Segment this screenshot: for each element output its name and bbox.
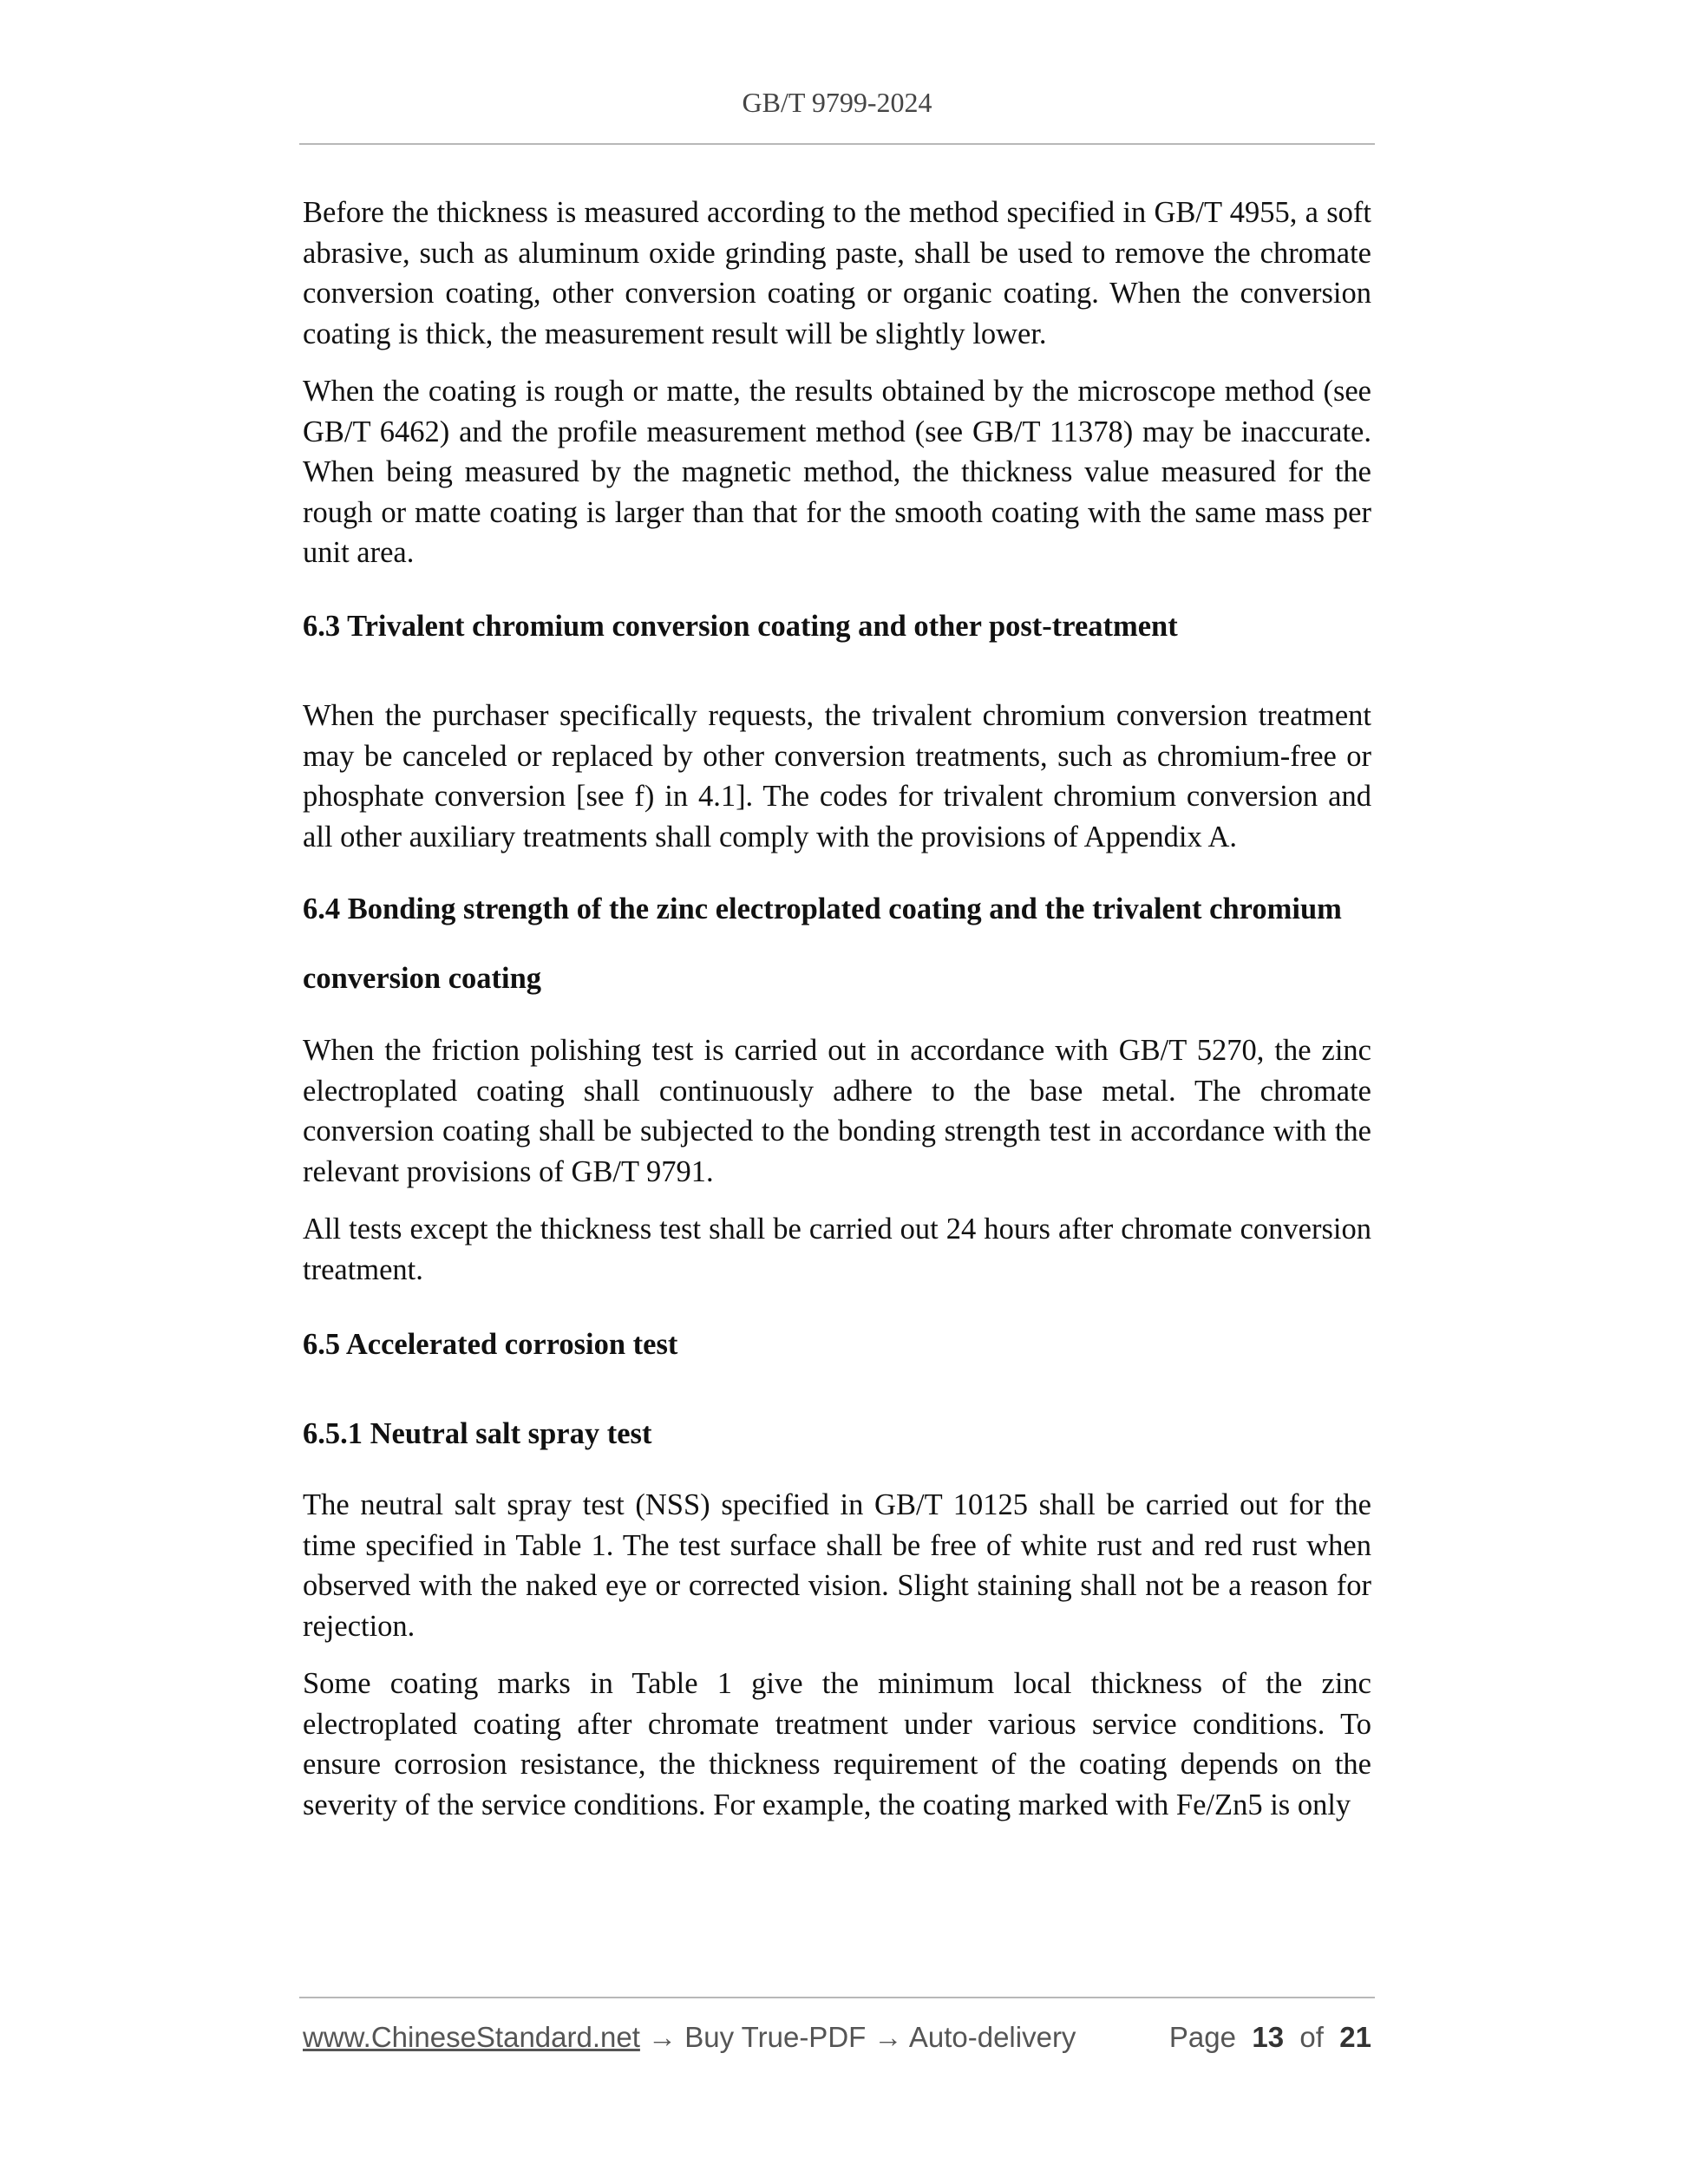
section-heading-6-4-line2: conversion coating: [303, 961, 542, 995]
section-heading-6-5: 6.5 Accelerated corrosion test: [303, 1328, 678, 1361]
page-word: Page: [1168, 2021, 1236, 2053]
section-heading-6-3: 6.3 Trivalent chromium conversion coating and other post-treatment: [303, 609, 1178, 643]
section-heading-6-4-line1: 6.4 Bonding strength of the zinc electroplated coating and the trivalent chromium: [303, 893, 1342, 925]
document-body: [303, 193, 1371, 1825]
buy-text: Buy True-PDF: [684, 2021, 867, 2053]
paragraph: Some coating marks in Table 1 give the minimum local thickness of the zinc electroplated coating after chromate treatment under various service conditions. To ensure corrosion resistance, the thickness requirement of the coating depends on the severity of the service conditions. For example, the coating marked with Fe/Zn5 is only: [303, 1667, 1371, 1821]
paragraph: Before the thickness is measured according to the method specified in GB/T 4955, a soft abrasive, such as aluminum oxide grinding paste, shall be used to remove the chromate conversion coating, other conversion coating or organic coating. When the conversion coating is thick, the measurement result will be slightly lower.: [303, 196, 1371, 350]
page-current: 13: [1252, 2021, 1285, 2053]
delivery-text: Auto-delivery: [908, 2021, 1076, 2053]
arrow-right-icon: →: [648, 2021, 677, 2053]
page-total: 21: [1339, 2021, 1371, 2053]
paragraph: All tests except the thickness test shall be carried out 24 hours after chromate conversion treatment.: [303, 1213, 1371, 1286]
page-header: [299, 87, 1375, 119]
footer-divider: [299, 1997, 1375, 1998]
paragraph: The neutral salt spray test (NSS) specified in GB/T 10125 shall be carried out for the time specified in Table 1. The test surface shall be free of white rust and red rust when observed with the naked eye or corrected vision. Slight staining shall not be a reason for rejection.: [303, 1488, 1371, 1643]
page-counter: [1169, 2021, 1371, 2054]
header-doc-id: GB/T 9799-2024: [742, 87, 932, 118]
of-word: of: [1299, 2021, 1324, 2053]
paragraph: When the friction polishing test is carried out in accordance with GB/T 5270, the zinc electroplated coating shall continuously adhere to the base metal. The chromate conversion coating shall be subjected to the bonding strength test in accordance with the relevant provisions of GB/T 9791.: [303, 1034, 1371, 1188]
arrow-right-icon: →: [873, 2021, 903, 2053]
paragraph: When the purchaser specifically requests, the trivalent chromium conversion treatment may be canceled or replaced by other conversion treatments, such as chromium-free or phosphate conversion [see f) in 4.1]. The codes for trivalent chromium conversion and all other auxiliary treatments shall comply with the provisions of Appendix A.: [303, 699, 1371, 853]
site-link[interactable]: www.ChineseStandard.net: [303, 2021, 640, 2053]
section-heading-6-4: [303, 889, 1371, 998]
paragraph: When the coating is rough or matte, the results obtained by the microscope method (see GB/T 6462) and the profile measurement method (see GB/T 11378) may be inaccurate. When being measured by the magnetic method, the thickness value measured for the rough or matte coating is larger than that for the smooth coating with the same mass per unit area.: [303, 375, 1371, 569]
section-heading-6-5-1: 6.5.1 Neutral salt spray test: [303, 1416, 652, 1450]
page-footer: [303, 2021, 1371, 2054]
header-divider: [299, 143, 1375, 145]
footer-links: [303, 2021, 1076, 2054]
